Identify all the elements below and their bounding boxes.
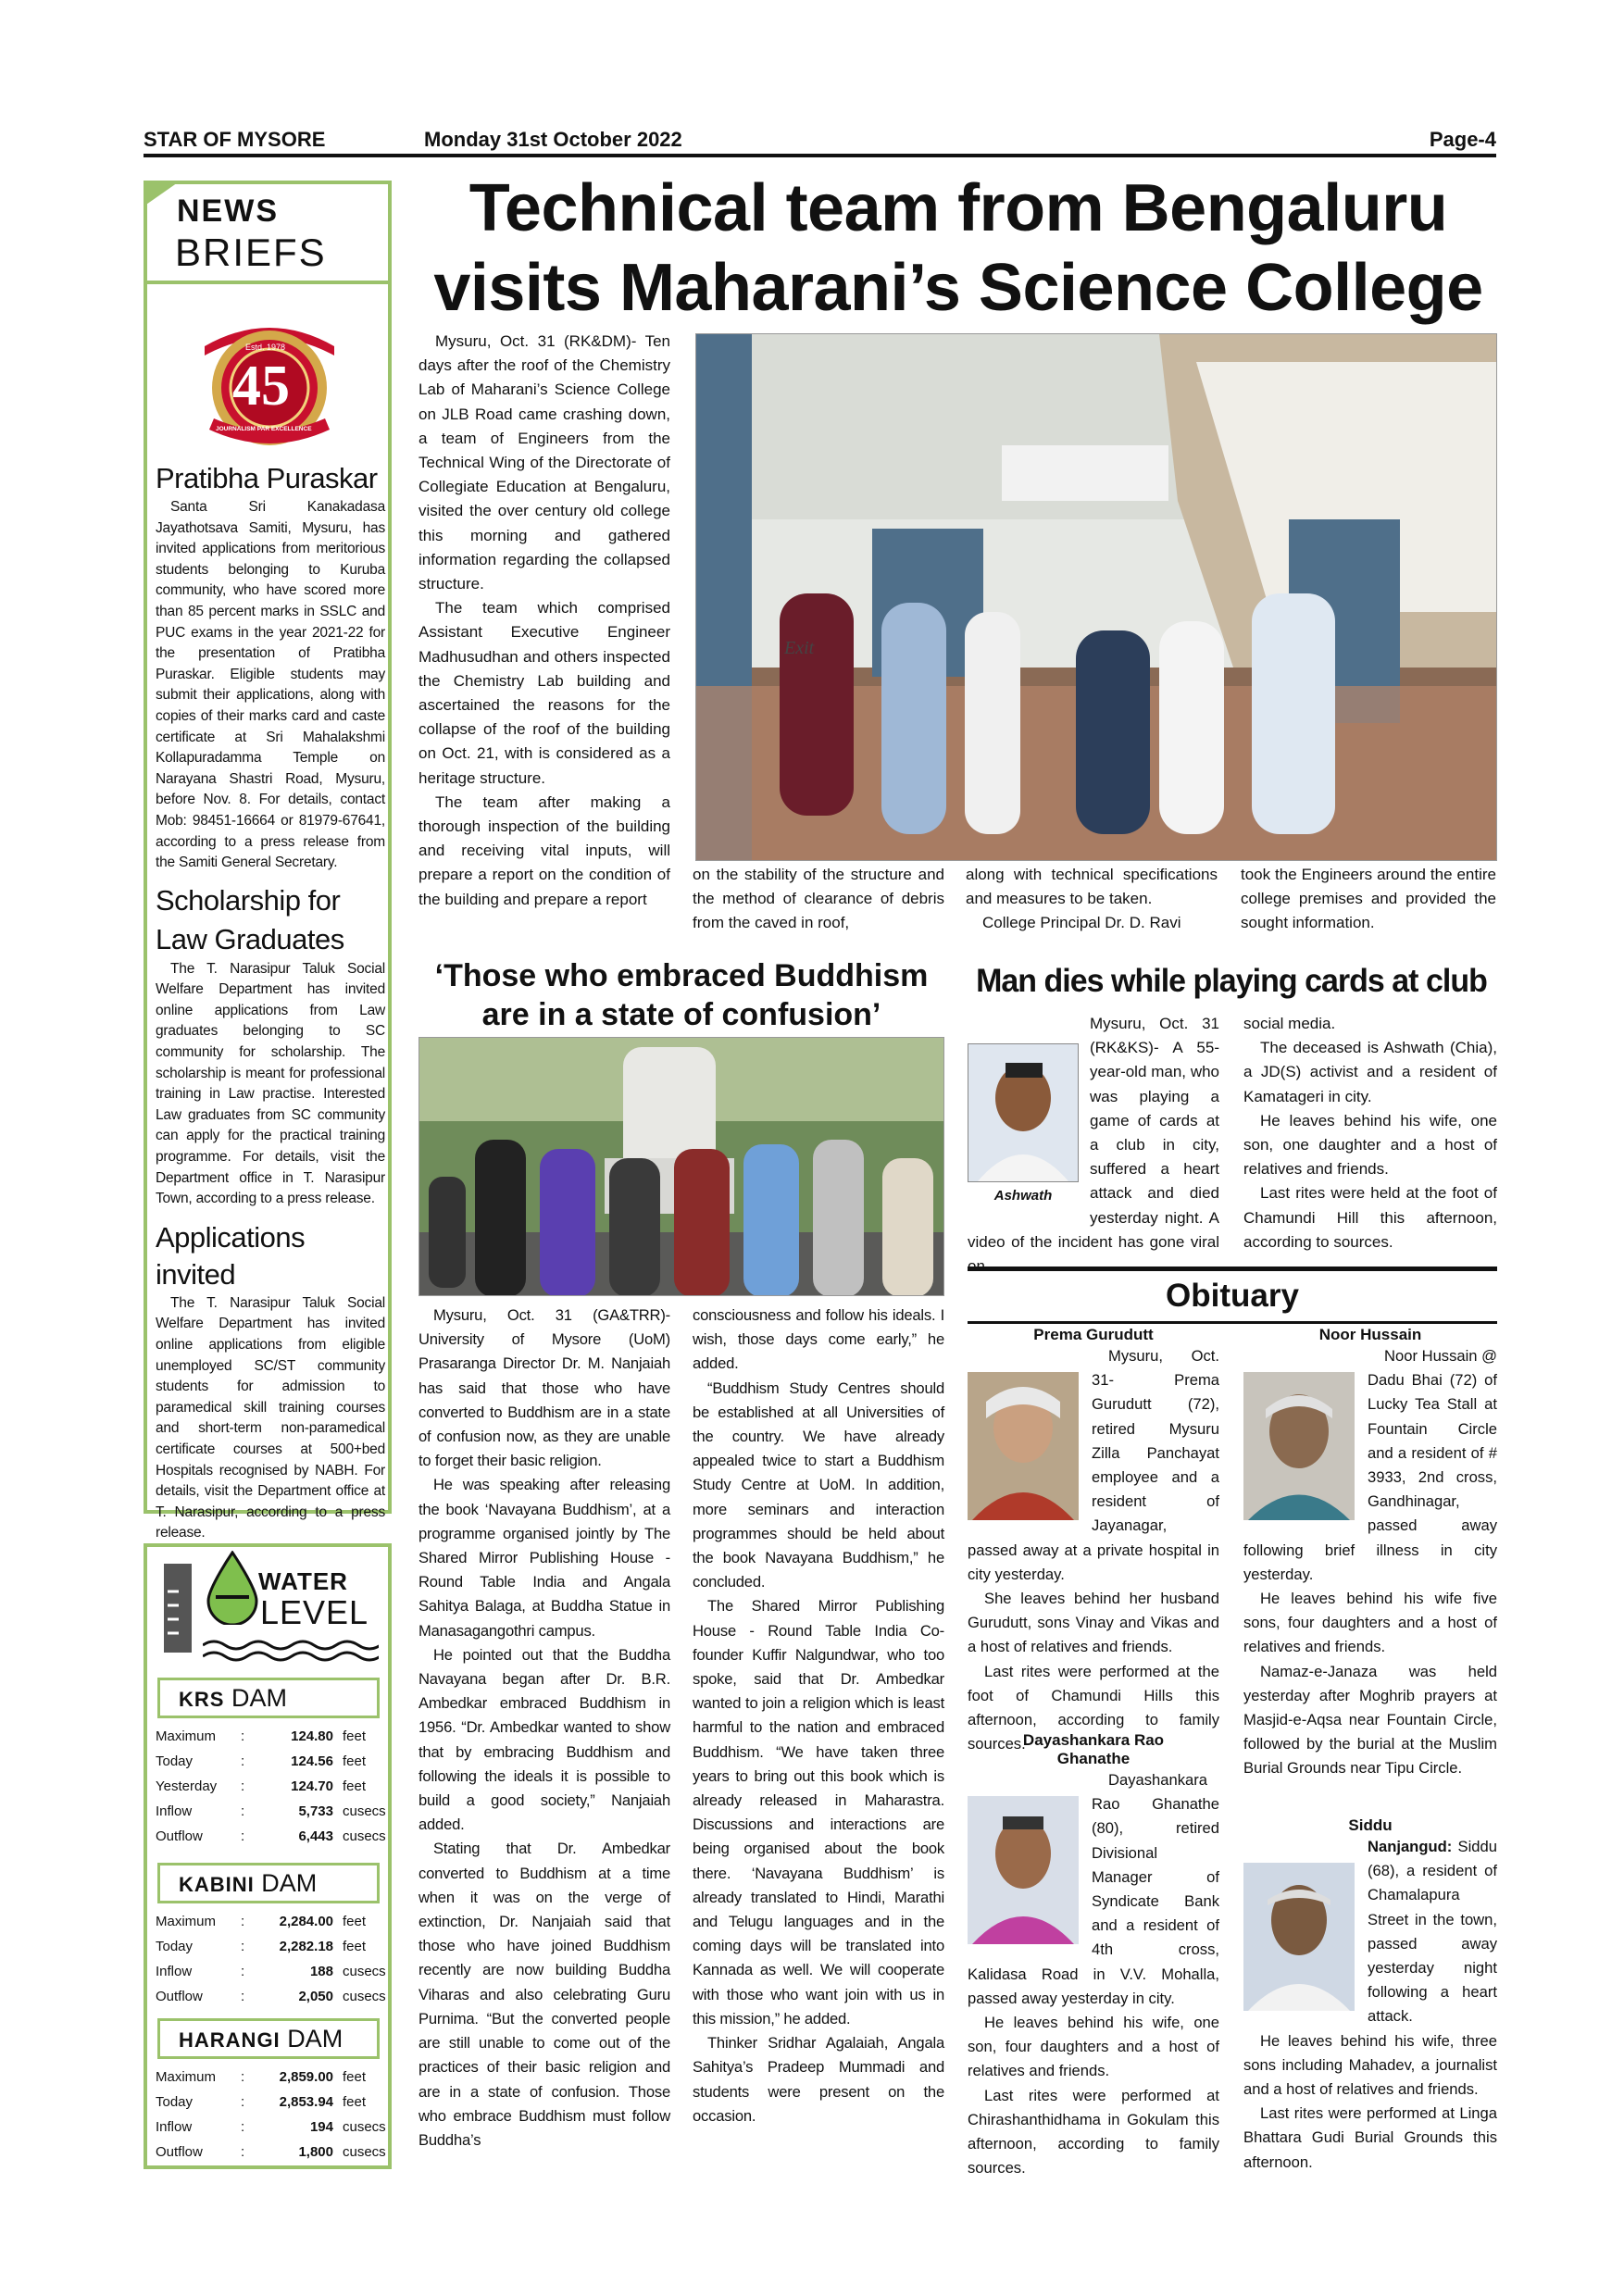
obit-noor: Noor Hussain Noor Hussain @ Dadu Bhai (72) of Lucky Tea Stall at Fountain Circle and a resident of # 3933, 2nd cross, Gandhinagar, passed away following brief illness in city yesterday. He leaves behind his wife five sons, four daughters and a host of relatives and friends. Namaz-e-Janaza was held yesterday after Moghrib prayers at Masjid-e-Aqsa near Fountain Circle, followed by the burial at the Muslim Burial Grounds near Tipu Circle. [1243,1326,1497,1778]
level-label: LEVEL [260,1593,369,1631]
buddhism-col2: consciousness and follow his ideals. I wish, those days come early,” he added. “Buddhism Study Centres should be established at all Universities of the country. We have already appealed twice to start a Buddhism Study Centre at UoM. In addition, more seminars and interaction programmes should be held about the book Navayana Buddhism,” he concluded. The Shared Mirror Publishing House - Round Table India Co-founder Kuffir Nalgundwar, who too spoke, said that Dr. Ambedkar wanted to join a religion which is least harmful to the nation and embraced Buddhism. “We have taken three years to bring out this book which is already released in Maharastra. Discussions and interactions are being organised about the book there. ‘Navayana Buddhism’ is already translated to Hindi, Marathi and Telugu languages and in the coming days will be translated into Kannada as well. We will cooperate with those who want join with us in this mission,” he added. Thinker Sridhar Agalaiah, Angala Sahitya’s Pradeep Mummadi and students were present on the occasion. [693,1306,944,2125]
cards-col1: Ashwath Mysuru, Oct. 31 (RK&KS)- A 55-year-old man, who was playing a game of cards at a club in city, suffered a heart attack and died yesterday night. A video of the incident has gone viral [968,1015,1219,1251]
logo-bottom-text: JOURNALISM PAR EXCELLENCE [216,426,312,432]
corner-flag-icon [144,181,181,208]
buddhism-book-release-photo [418,1037,944,1296]
masthead-paper-name: STAR OF MYSORE [144,128,326,151]
obit-daya-name-line1: Dayashankara Rao [1022,1731,1165,1749]
brief-title-pratibha: Pratibha Puraskar [156,462,378,494]
lead-headline-line1: Technical team from Bengaluru [468,171,1448,245]
prema-photo [968,1372,1082,1524]
masthead-date: Monday 31st October 2022 [424,128,682,151]
briefs-label: BRIEFS [175,231,327,274]
brief-title-applications: Applications invited [156,1220,306,1291]
star-of-mysore-45-logo [195,300,344,453]
harangi-dam-title: HARANGI DAM [157,2018,380,2059]
lead-headline-line2: visits Maharani’s Science College [433,251,1483,325]
buddhism-col1: Mysuru, Oct. 31 (GA&TRR)- University of Mysore (UoM) Prasaranga Director Dr. M. Nanjaiah has said that those who have converted to Buddhism are in a state of confusion now, as they are unable to forget their basic religion. He was speaking after releasing the book ‘Navayana Buddhism’, at a programme organised jointly by The Shared Mirror Publishing House - Round Table India and Angala Sahitya Balaga, at Buddha Statue in Manasagangothri campus. He pointed out that the Buddha Navayana began after Dr. B.R. Ambedkar embraced Buddhism in 1956. “Dr. Ambedkar wanted to show that by embracing Buddhism and following the ideals it is possible to build a good society,” Nanjaiah added. Stating that Dr. Ambedkar converted to Buddhism at a time when it was on the verge of extinction, Dr. Nanjaiah said that those who have joined Buddhism recently are now building Buddha Viharas and also celebrating Guru Purnima. “But the converted people are still unable to come out of the practices of their basic religion and are in a state of confusion. Those who embrace Buddhism must follow Buddha’s [418,1306,670,2149]
harangi-short: HARANGI [179,2028,281,2052]
krs-short: KRS [179,1688,225,1711]
siddu-place: Nanjangud: [1368,1838,1453,1855]
brief-body-scholarship: The T. Narasipur Taluk Social Welfare Department has invited online applications from Law graduates belonging to SC community for scholarship. The scholarship is meant for professional training in Law practise. Interested Law graduates from SC community can apply for the practical training programme. For details, visit the Department office in T. Narasipur Town, according to a press release. [156,960,385,1207]
obit-dayashankara: Dayashankara Rao Ghanathe Dayashankara Rao Ghanathe (80), retired Divisional Manager of Syndicate Bank and a resident of 4th cross, Kalidasa Road in V.V. Mohalla, passed away yesterday in city. He leaves behind his wife, one son, four daughters and a host of relatives and friends. Last rites were performed at Chirashanthidhama in Gokulam this afternoon, according to family sources. [968,1731,1219,2177]
krs-dam-title: KRS DAM [157,1678,380,1718]
buddhism-headline-line2: are in a state of confusion’ [481,997,881,1032]
water-label: WATER [258,1567,348,1595]
buddhism-headline [418,956,944,1034]
buddhism-headline-line1: ‘Those who embraced Buddhism [434,958,929,993]
brief-body-applications: The T. Narasipur Taluk Social Welfare Department has invited online applications from eligible unemployed SC/ST community students for admission to paramedical skill training courses and short-term non-paramedical certificate courses at 500+bed Hospitals recognised by NABH. For details, visit the Department office at T. Narasipur, according to a press release. [156,1294,385,1541]
logo-number: 45 [232,355,290,418]
gauge-icon [156,1564,203,1656]
lead-col2: on the stability of the structure and the method of clearance of debris from the caved in roof, [693,866,944,932]
lead-col4: took the Engineers around the entire college premises and provided the sought information. [1241,866,1496,932]
kabini-dam-table: Maximum : 2,284.00 feet Today : 2,282.18 feet Inflow : 188 cusecs Outflow : 2,050 cusecs [156,1914,386,2004]
obit-siddu-name: Siddu [1348,1816,1393,1834]
siddu-photo [1243,1863,1358,2015]
obituary-title: Obituary [1166,1278,1299,1314]
brief-title-scholarship: Scholarship for Law Graduates [156,883,344,955]
photo-exit-sign: Exit [784,638,815,658]
obit-siddu: Siddu Nanjangud: Siddu (68), a resident of Chamalapura Street in the town, passed away yesterday night following a heart attack. He leaves behind his wife, three sons including Mahadev, a journalist and a host of relatives and friends. Last rites were performed at Linga Bhattara Gudi Burial Grounds this afternoon. [1243,1816,1497,2171]
header-rule [144,154,1496,157]
page-number: Page-4 [1429,128,1496,151]
brief-body-pratibha: Santa Sri Kanakadasa Jayathotsava Samiti, Mysuru, has invited applications from meritorious students belonging to Kuruba community, who have scored more than 85 percent marks in SSLC and PUC exams in the year 2021-22 for the presentation of Pratibha Puraskar. Eligible students may submit their applications, along with copies of their marks card and caste certificate at Sri Mahalakshmi Kollapuradamma Temple on Narayana Shastri Road, Mysuru, before Nov. 8. For details, contact Mob: 98451-16664 or 81979-67641, according to a press release from the Samiti General Secretary. [156,499,385,871]
ashwath-photo [968,1043,1079,1182]
water-level-header [147,1547,388,1667]
news-briefs-box [144,181,392,1541]
obituary-bottom-rule [968,1321,1497,1324]
lead-col1: Mysuru, Oct. 31 (RK&DM)- Ten days after the roof of the Chemistry Lab of Maharani’s Science College on JLB Road came crashing down, a team of Engineers from the Technical Wing of the Directorate of Collegiate Education at Bengaluru, visited the over century old college this morning and gathered information regarding the collapsed structure. The team which comprised Assistant Executive Engineer Madhusudhan and others inspected the Chemistry Lab building and ascertained the reasons for the collapse of the roof of the building on Oct. 21, with is considered as a heritage structure. The team after making a thorough inspection of the building and receiving vital inputs, will prepare a report on the condition of the building and prepare a report [418,332,670,908]
lead-col3: along with technical specifications and measures to be taken. College Principal Dr. D. Ravi [966,866,1218,932]
logo-estd-text: Estd. 1978 [245,343,286,352]
news-label: NEWS [177,193,279,229]
obit-daya-name-line2: Ghanathe [1056,1750,1131,1767]
dayashankara-photo [968,1796,1082,1948]
obit-prema: Prema Gurudutt Mysuru, Oct. 31- Prema Gurudutt (72), retired Mysuru Zilla Panchayat employee and a resident of Jayanagar, passed away at a private hospital in city yesterday. She leaves behind her husband Gurudutt, sons Vinay and Vikas and a host of relatives and friends. Last rites were performed at the foot of Chamundi Hills this afternoon, according to family sources. [968,1326,1219,1753]
obit-noor-name: Noor Hussain [1318,1326,1422,1343]
cards-col2: social media. The deceased is Ashwath (Chia), a JD(S) activist and a resident of Kamatageri in city. He leaves behind his wife, one son, one daughter and a host of relatives and friends. Last rites were held at the foot of Chamundi Hill this afternoon, according to sources. [1243,1015,1497,1251]
obituary-top-rule [968,1267,1497,1271]
lead-headline [417,168,1500,328]
cards-headline: Man dies while playing cards at club [976,963,1487,999]
lead-photo-college-building [695,333,1497,861]
ashwath-caption: Ashwath [968,1184,1079,1208]
logo-top-text: STAR OF MYSORE [214,311,322,325]
krs-dam-table: Maximum : 124.80 feet Today : 124.56 feet Yesterday : 124.70 feet Inflow : 5,733 cusecs Outflow : 6,443 cusecs [156,1728,386,1844]
obit-prema-name: Prema Gurudutt [1033,1326,1154,1343]
kabini-dam-title: KABINI DAM [157,1863,380,1903]
waves-icon [203,1636,379,1664]
kabini-short: KABINI [179,1873,255,1896]
noor-photo [1243,1372,1358,1524]
harangi-dam-table: Maximum : 2,859.00 feet Today : 2,853.94 feet Inflow : 194 cusecs Outflow : 1,800 cusecs [156,2069,386,2160]
water-drop-icon [205,1551,260,1625]
